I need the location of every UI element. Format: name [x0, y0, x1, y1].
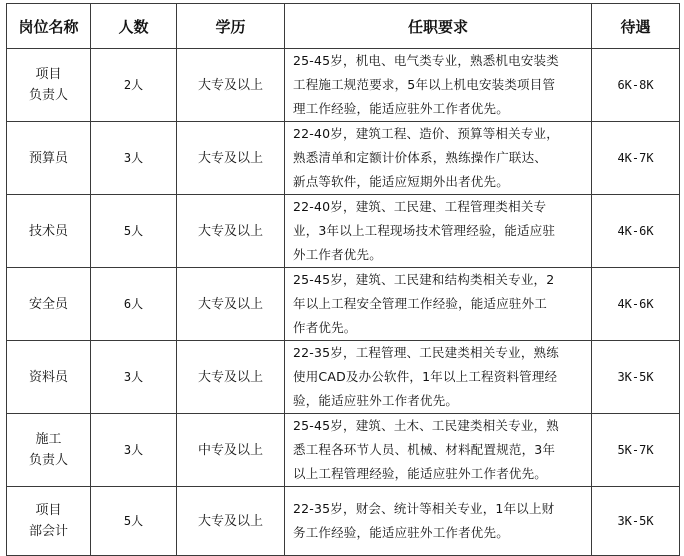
cell-education: 大专及以上 [177, 122, 285, 195]
position-line: 项目 [35, 67, 62, 82]
position-line: 安全员 [28, 296, 68, 312]
table-header-row [7, 4, 680, 49]
position-line: 负责人 [28, 453, 68, 468]
cell-position [7, 122, 91, 195]
cell-count: 5人 [91, 487, 177, 556]
requirement-line: 务工作经验，能适应驻外工作者优先。 [293, 525, 509, 540]
requirement-line: 作者优先。 [293, 320, 357, 335]
cell-requirements [285, 49, 592, 122]
cell-pay: 4K-7K [592, 122, 680, 195]
position-line: 施工 [35, 432, 62, 447]
header-position: 岗位名称 [7, 4, 91, 49]
cell-education: 大专及以上 [177, 195, 285, 268]
table-row [7, 414, 680, 487]
cell-count: 2人 [91, 49, 177, 122]
requirement-line: 外工作者优先。 [293, 247, 382, 262]
requirement-line: 22-35岁，财会、统计等相关专业，1年以上财 [293, 501, 555, 516]
table-row [7, 122, 680, 195]
requirement-line: 以上工程管理经验，能适应驻外工作者优先。 [293, 466, 548, 481]
table-row [7, 268, 680, 341]
table-row [7, 341, 680, 414]
position-line: 预算员 [28, 150, 68, 166]
cell-count: 3人 [91, 414, 177, 487]
requirement-line: 22-40岁，建筑工程、造价、预算等相关专业， [293, 126, 559, 141]
cell-position [7, 49, 91, 122]
header-count: 人数 [91, 4, 177, 49]
cell-education: 大专及以上 [177, 268, 285, 341]
header-requirements: 任职要求 [285, 4, 592, 49]
cell-requirements [285, 341, 592, 414]
cell-education: 大专及以上 [177, 341, 285, 414]
requirement-line: 22-35岁，工程管理、工民建类相关专业，熟练 [293, 345, 559, 360]
cell-position [7, 341, 91, 414]
requirement-line: 业，3年以上工程现场技术管理经验，能适应驻 [293, 223, 556, 238]
cell-position [7, 195, 91, 268]
job-table [6, 3, 680, 556]
header-pay: 待遇 [592, 4, 680, 49]
cell-pay: 4K-6K [592, 195, 680, 268]
cell-position [7, 268, 91, 341]
requirement-line: 验，能适应驻外工作者优先。 [293, 393, 459, 408]
position-line: 技术员 [28, 223, 68, 239]
cell-pay: 3K-5K [592, 341, 680, 414]
cell-pay: 4K-6K [592, 268, 680, 341]
cell-count: 3人 [91, 122, 177, 195]
cell-requirements [285, 268, 592, 341]
cell-requirements [285, 122, 592, 195]
cell-requirements [285, 195, 592, 268]
cell-pay: 5K-7K [592, 414, 680, 487]
cell-count: 6人 [91, 268, 177, 341]
cell-pay: 3K-5K [592, 487, 680, 556]
position-line: 部会计 [28, 524, 68, 539]
requirement-line: 新点等软件，能适应短期外出者优先。 [293, 174, 509, 189]
position-line: 负责人 [28, 88, 68, 103]
requirement-line: 理工作经验，能适应驻外工作者优先。 [293, 101, 509, 116]
cell-pay: 6K-8K [592, 49, 680, 122]
requirement-line: 熟悉清单和定额计价体系，熟练操作广联达、 [293, 150, 548, 165]
cell-education: 大专及以上 [177, 487, 285, 556]
requirement-line: 22-40岁，建筑、工民建、工程管理类相关专 [293, 199, 547, 214]
cell-position [7, 414, 91, 487]
table-row [7, 487, 680, 556]
requirement-line: 25-45岁，机电、电气类专业，熟悉机电安装类 [293, 53, 559, 68]
position-line: 资料员 [28, 369, 68, 385]
cell-education: 中专及以上 [177, 414, 285, 487]
cell-position [7, 487, 91, 556]
cell-count: 5人 [91, 195, 177, 268]
requirement-line: 使用CAD及办公软件，1年以上工程资料管理经 [293, 369, 558, 384]
cell-requirements [285, 487, 592, 556]
requirement-line: 25-45岁，建筑、土木、工民建类相关专业，熟 [293, 418, 559, 433]
cell-requirements [285, 414, 592, 487]
position-line: 项目 [35, 503, 62, 518]
requirement-line: 25-45岁，建筑、工民建和结构类相关专业，2 [293, 272, 555, 287]
requirement-line: 悉工程各环节人员、机械、材料配置规范，3年 [293, 442, 556, 457]
requirement-line: 年以上工程安全管理工作经验，能适应驻外工 [293, 296, 548, 311]
table-row [7, 49, 680, 122]
cell-count: 3人 [91, 341, 177, 414]
cell-education: 大专及以上 [177, 49, 285, 122]
requirement-line: 工程施工规范要求，5年以上机电安装类项目管 [293, 77, 556, 92]
table-row [7, 195, 680, 268]
header-education: 学历 [177, 4, 285, 49]
